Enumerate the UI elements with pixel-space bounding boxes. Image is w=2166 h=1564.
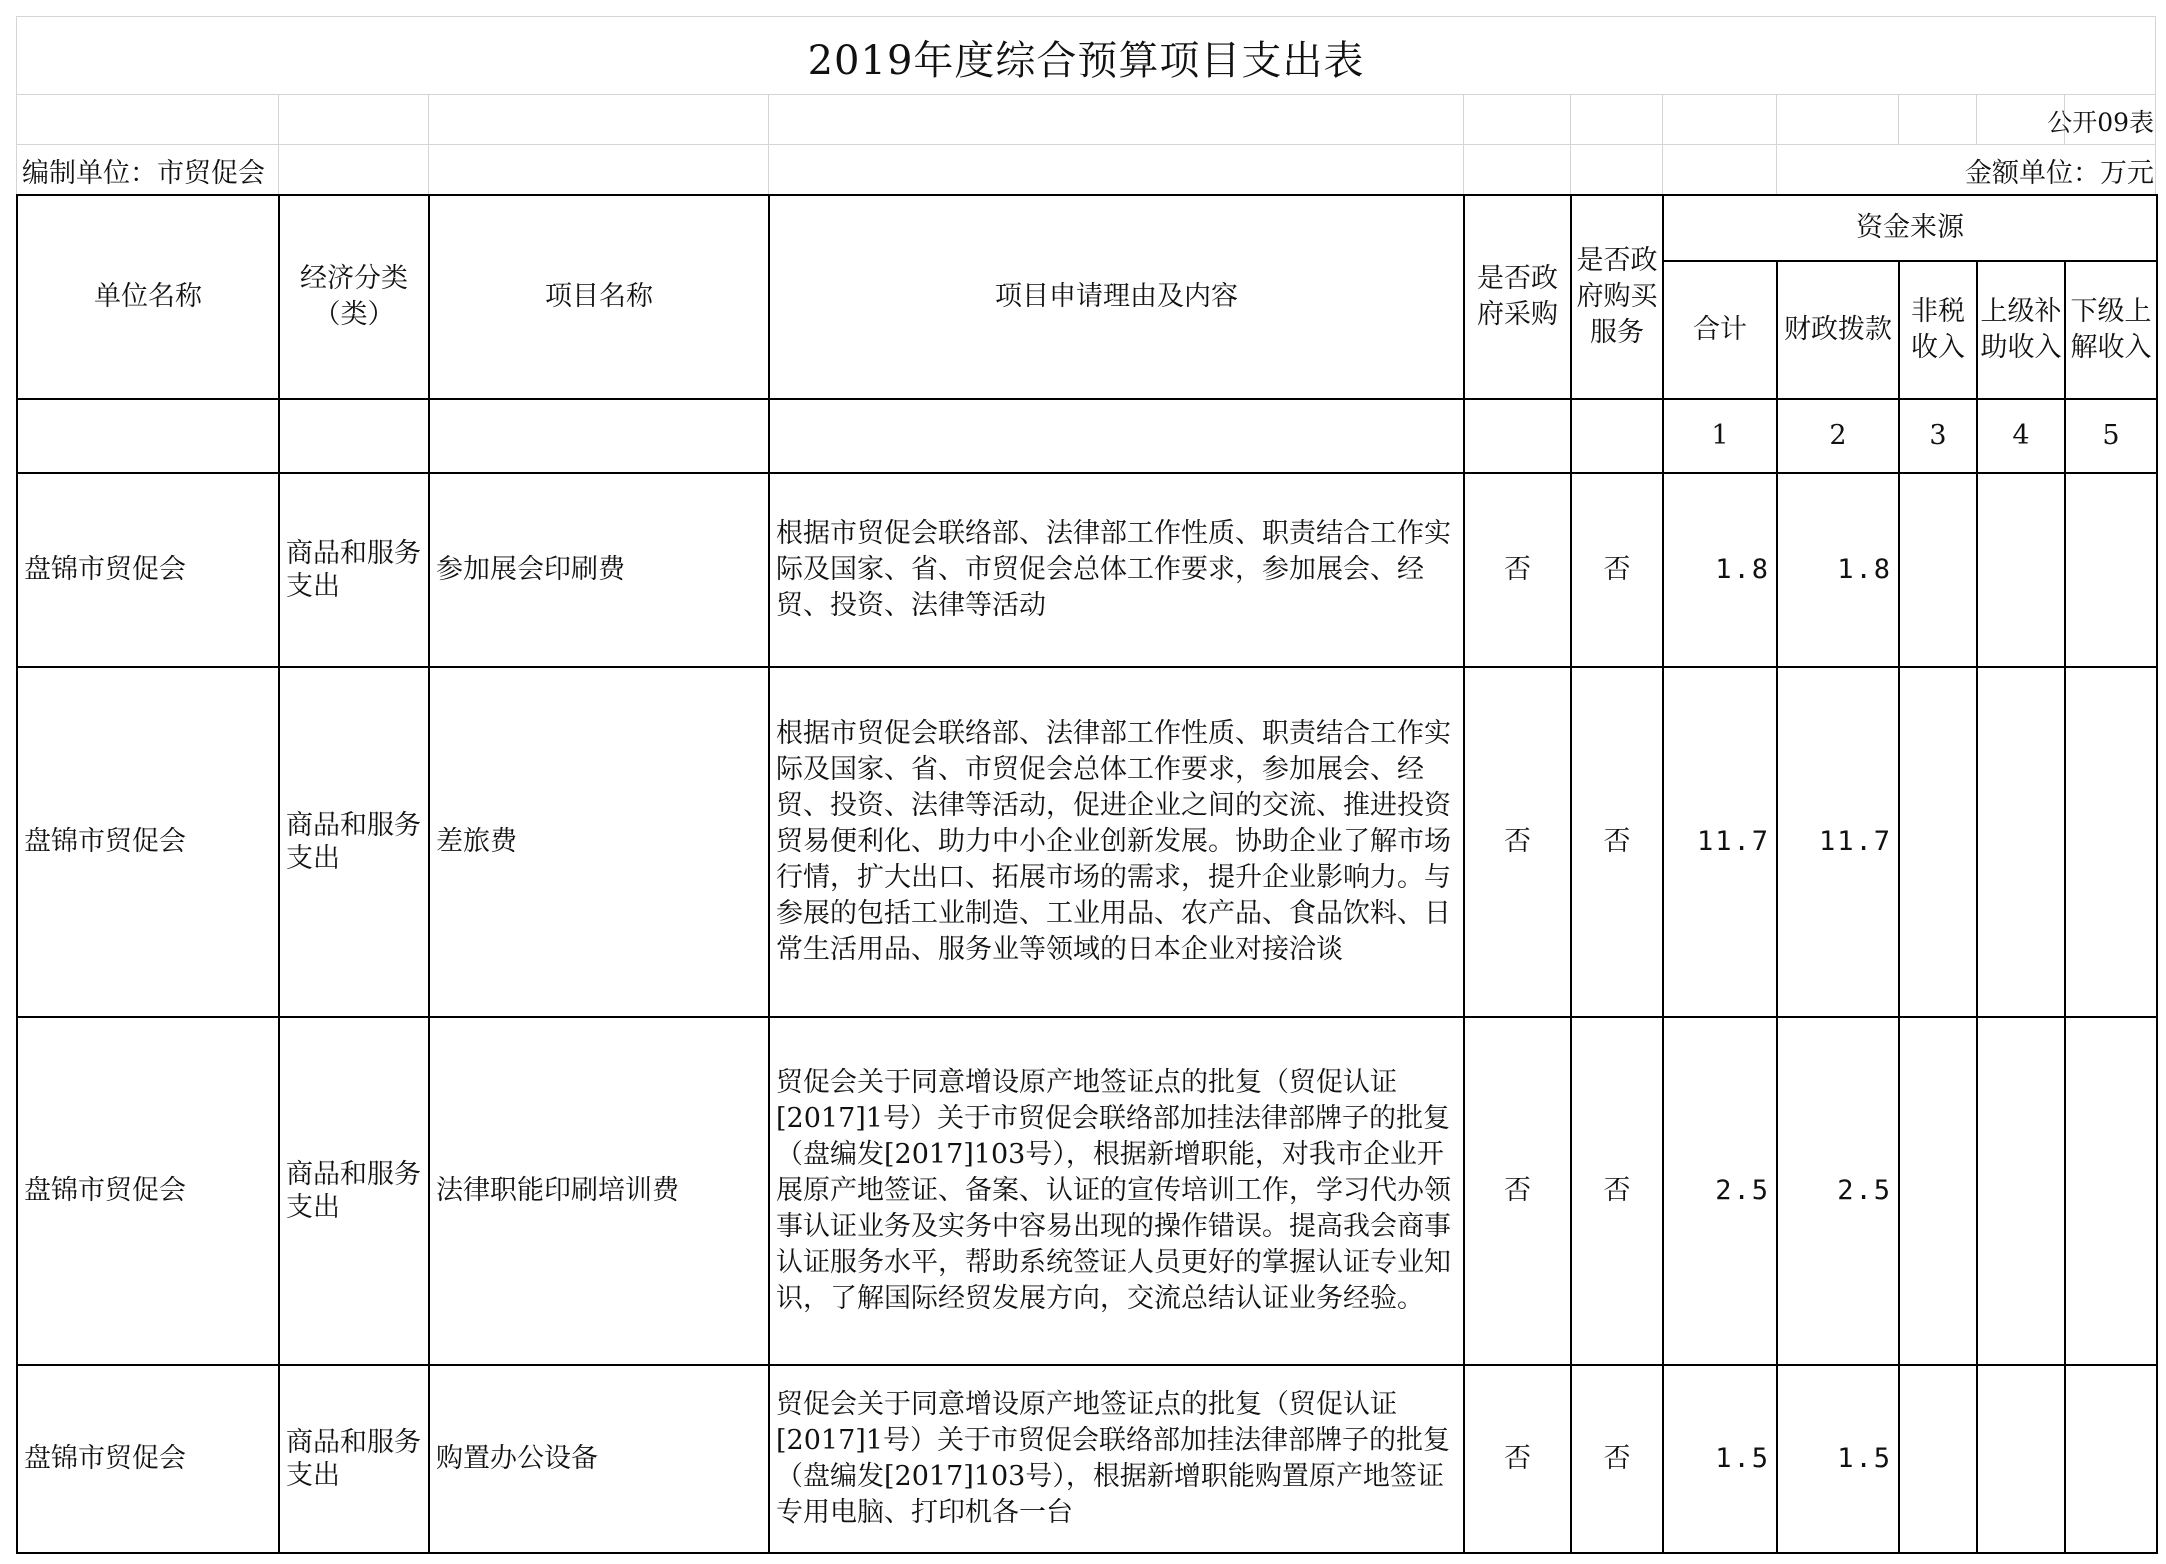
index-cell	[17, 399, 279, 473]
cell-gov-service: 否	[1571, 1365, 1663, 1553]
cell-nontax	[1899, 667, 1977, 1017]
cell-total: 11.7	[1663, 667, 1777, 1017]
cell-gov-purchase: 否	[1464, 473, 1571, 667]
cell-unit: 盘锦市贸促会	[17, 1365, 279, 1553]
cell-nontax	[1899, 1017, 1977, 1365]
header-project-name: 项目名称	[429, 195, 769, 399]
cell-fiscal: 11.7	[1777, 667, 1899, 1017]
cell-gov-purchase: 否	[1464, 1365, 1571, 1553]
cell-total: 1.5	[1663, 1365, 1777, 1553]
table-row	[17, 473, 2157, 667]
index-cell: 1	[1663, 399, 1777, 473]
index-cell	[1464, 399, 1571, 473]
cell-econ: 商品和服务支出	[279, 473, 429, 667]
cell-nontax	[1899, 1365, 1977, 1553]
cell-reason: 根据市贸促会联络部、法律部工作性质、职责结合工作实际及国家、省、市贸促会总体工作要求，参加展会、经贸、投资、法律等活动	[769, 473, 1464, 667]
table-row	[17, 1365, 2157, 1553]
cell-gov-purchase: 否	[1464, 1017, 1571, 1365]
cell-subordinate	[2065, 1017, 2157, 1365]
cell-project: 差旅费	[429, 667, 769, 1017]
table-row	[17, 667, 2157, 1017]
cell-total: 1.8	[1663, 473, 1777, 667]
index-cell: 4	[1977, 399, 2065, 473]
compiling-unit: 编制单位：市贸促会	[22, 157, 265, 189]
cell-gov-service: 否	[1571, 1017, 1663, 1365]
money-unit	[1954, 146, 2154, 194]
page-title: 2019年度综合预算项目支出表	[807, 37, 1365, 84]
header-reason: 项目申请理由及内容	[769, 195, 1464, 399]
cell-gov-purchase: 否	[1464, 667, 1571, 1017]
index-cell	[769, 399, 1464, 473]
cell-total: 2.5	[1663, 1017, 1777, 1365]
cell-project: 法律职能印刷培训费	[429, 1017, 769, 1365]
cell-gov-service: 否	[1571, 667, 1663, 1017]
index-cell: 5	[2065, 399, 2157, 473]
header-econ-class: 经济分类（类）	[279, 195, 429, 399]
cell-reason: 贸促会关于同意增设原产地签证点的批复（贸促认证[2017]1号）关于市贸促会联络部加挂法律部牌子的批复（盘编发[2017]103号），根据新增职能购置原产地签证专用电脑、打印机各一台	[769, 1365, 1464, 1553]
header-fund-source: 资金来源	[1663, 195, 2157, 261]
cell-econ: 商品和服务支出	[279, 1365, 429, 1553]
cell-superior	[1977, 473, 2065, 667]
cell-reason: 根据市贸促会联络部、法律部工作性质、职责结合工作实际及国家、省、市贸促会总体工作要求，参加展会、经贸、投资、法律等活动，促进企业之间的交流、推进投资贸易便利化、助力中小企业创新发展。协助企业了解市场行情，扩大出口、拓展市场的需求，提升企业影响力。与参展的包括工业制造、工业用品、农产品、食品饮料、日常生活用品、服务业等领域的日本企业对接洽谈	[769, 667, 1464, 1017]
header-gov-purchase: 是否政府采购	[1464, 195, 1571, 399]
header-fiscal: 财政拨款	[1777, 261, 1899, 399]
cell-superior	[1977, 667, 2065, 1017]
cell-fiscal: 2.5	[1777, 1017, 1899, 1365]
index-cell	[279, 399, 429, 473]
cell-econ: 商品和服务支出	[279, 667, 429, 1017]
cell-econ: 商品和服务支出	[279, 1017, 429, 1365]
budget-table	[16, 194, 2158, 1554]
money-unit-text: 金额单位：万元	[1965, 157, 2154, 189]
cell-superior	[1977, 1017, 2065, 1365]
table-row	[17, 1017, 2157, 1365]
cell-nontax	[1899, 473, 1977, 667]
header-subordinate: 下级上解收入	[2065, 261, 2157, 399]
cell-fiscal: 1.5	[1777, 1365, 1899, 1553]
cell-fiscal: 1.8	[1777, 473, 1899, 667]
index-cell: 2	[1777, 399, 1899, 473]
index-cell	[429, 399, 769, 473]
header-gov-service: 是否政府购买服务	[1571, 195, 1663, 399]
cell-reason: 贸促会关于同意增设原产地签证点的批复（贸促认证[2017]1号）关于市贸促会联络部加挂法律部牌子的批复（盘编发[2017]103号），根据新增职能，对我市企业开展原产地签证、备案、认证的宣传培训工作，学习代办领事认证业务及实务中容易出现的操作错误。提高我会商事认证服务水平，帮助系统签证人员更好的掌握认证专业知识，了解国际经贸发展方向，交流总结认证业务经验。	[769, 1017, 1464, 1365]
cell-gov-service: 否	[1571, 473, 1663, 667]
cell-unit: 盘锦市贸促会	[17, 1017, 279, 1365]
cell-subordinate	[2065, 473, 2157, 667]
cell-superior	[1977, 1365, 2065, 1553]
cell-project: 购置办公设备	[429, 1365, 769, 1553]
cell-project: 参加展会印刷费	[429, 473, 769, 667]
index-row	[17, 399, 2157, 473]
header-superior: 上级补助收入	[1977, 261, 2065, 399]
cell-subordinate	[2065, 1365, 2157, 1553]
header-total: 合计	[1663, 261, 1777, 399]
cell-unit: 盘锦市贸促会	[17, 667, 279, 1017]
cell-unit: 盘锦市贸促会	[17, 473, 279, 667]
form-number: 公开09表	[2047, 108, 2154, 137]
index-cell: 3	[1899, 399, 1977, 473]
header-unit-name: 单位名称	[17, 195, 279, 399]
cell-subordinate	[2065, 667, 2157, 1017]
header-nontax: 非税收入	[1899, 261, 1977, 399]
index-cell	[1571, 399, 1663, 473]
